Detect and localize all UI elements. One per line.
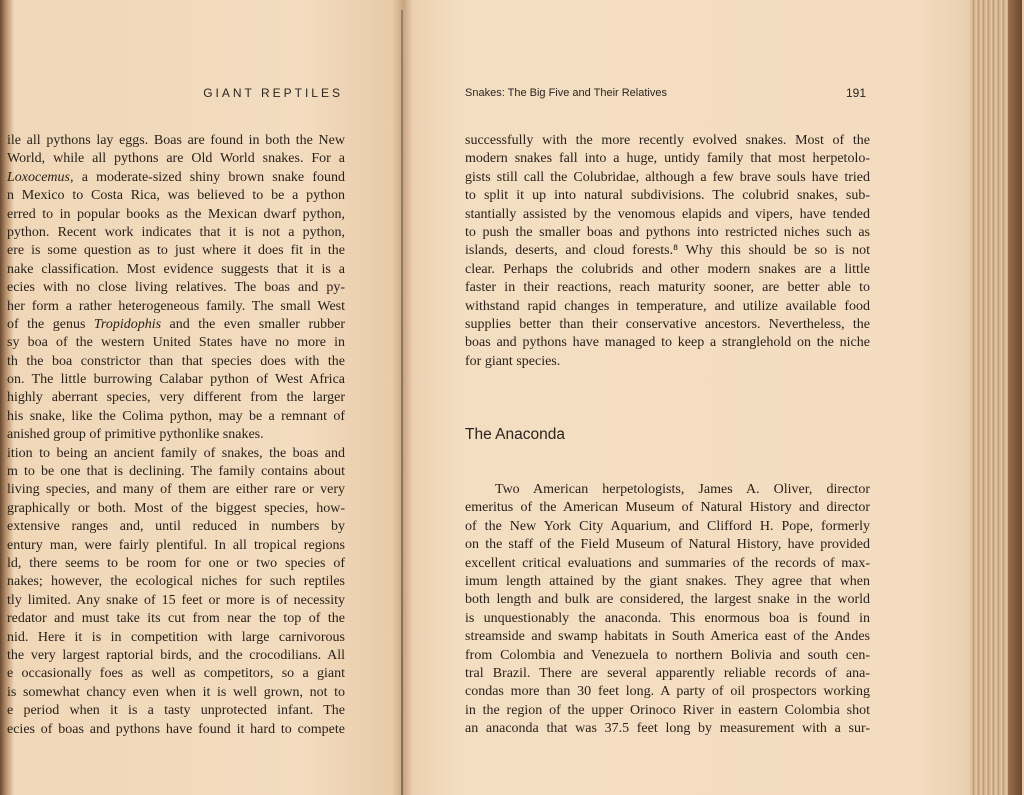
text-line: erred to in popular books as the Mexican dwarf python, bbox=[7, 206, 345, 222]
text-line: condas more than 30 feet long. A party of oil prospectors working bbox=[465, 684, 870, 700]
text-line: sy boa of the western United States have no more in bbox=[7, 335, 345, 351]
text-line: to push the smaller boas and pythons into restricted niches such as bbox=[465, 224, 870, 240]
text-line: m to be one that is declining. The family contains about bbox=[7, 464, 345, 480]
text-line: clear. Perhaps the colubrids and other modern snakes are a little bbox=[465, 261, 870, 277]
italic-term: Tropidophis bbox=[93, 316, 162, 332]
text-line: e occasionally foes as well as competitors, so a giant bbox=[7, 666, 345, 682]
text-line: ile all pythons lay eggs. Boas are found in both the New bbox=[7, 133, 345, 148]
text-line: graphically or both. Most of the biggest species, how- bbox=[7, 500, 345, 516]
text-line: ld, there seems to be room for one or two species of bbox=[7, 555, 345, 571]
text-line: nakes; however, the ecological niches for such reptiles bbox=[7, 574, 345, 590]
section-heading: The Anaconda bbox=[465, 426, 565, 443]
text-line: living species, and many of them are either rare or very bbox=[7, 482, 345, 498]
text-line: modern snakes fall into a huge, untidy family that most herpetolo- bbox=[465, 151, 870, 167]
italic-term: Loxocemus, bbox=[7, 169, 74, 185]
text-line: emeritus of the American Museum of Natural History and director bbox=[465, 500, 870, 516]
text-line: excellent critical evaluations and summaries of the records of max- bbox=[465, 555, 870, 571]
text-line: is unquestionably the anaconda. This enormous boa is found in bbox=[465, 610, 870, 626]
text-line: python. Recent work indicates that it is not a python, bbox=[7, 224, 345, 240]
text-line: for giant species. bbox=[465, 353, 561, 369]
text-line: th the boa constrictor than that species does with the bbox=[7, 353, 345, 369]
page-stack-edge bbox=[970, 0, 1022, 795]
text-line: e period when it is a tasty unprotected infant. The bbox=[7, 703, 345, 719]
right-paragraph-1 bbox=[465, 132, 870, 371]
text-line: withstand rapid changes in temperature, and utilize available food bbox=[465, 298, 870, 314]
text-line: his snake, like the Colima python, may be a remnant of bbox=[7, 408, 345, 424]
text-line: stantially assisted by the venomous elapids and vipers, have tended bbox=[465, 206, 870, 222]
text-line: highly aberrant species, very different from the larger bbox=[7, 390, 345, 406]
text-line: the very largest raptorial birds, and the crocodilians. All bbox=[7, 647, 345, 663]
text-line: in the region of the upper Orinoco River in eastern Colombia shot bbox=[465, 702, 870, 718]
book-cover-edge bbox=[1008, 0, 1022, 795]
text-line: redator and must take its cut from near the top of the bbox=[7, 611, 345, 627]
text-line: faster in their reactions, reach maturity sooner, are better able to bbox=[465, 280, 870, 296]
gutter-fold bbox=[401, 10, 403, 795]
text-line: World, while all pythons are Old World snakes. For a bbox=[7, 151, 345, 167]
text-line: tly limited. Any snake of 15 feet or more is of necessity bbox=[7, 592, 345, 608]
text-line: nid. Here it is in competition with large carnivorous bbox=[7, 629, 345, 645]
text-line: from Colombia and Venezuela to northern Bolivia and south cen- bbox=[465, 647, 870, 663]
text-line: imum length attained by the giant snakes. They agree that when bbox=[465, 573, 870, 589]
running-head-right: Snakes: The Big Five and Their Relatives bbox=[465, 87, 667, 99]
text-line: to split it up into natural subdivisions. The colubrid snakes, sub- bbox=[465, 188, 870, 204]
text-segment: and the even smaller rubber bbox=[161, 316, 345, 332]
text-line: both length and bulk are considered, the largest snake in the world bbox=[465, 592, 870, 608]
text-line: nake classification. Most evidence suggests that it is a bbox=[7, 261, 345, 277]
text-line bbox=[7, 316, 345, 334]
text-line: ecies with no close living relatives. The boas and py- bbox=[7, 280, 345, 296]
text-line: n Mexico to Costa Rica, was believed to be a python bbox=[7, 188, 345, 204]
left-page-text bbox=[7, 132, 345, 739]
text-line bbox=[7, 169, 345, 187]
text-line: of the New York City Aquarium, and Clifford H. Pope, formerly bbox=[465, 518, 870, 534]
text-line: tral Brazil. There are several apparently reliable records of ana- bbox=[465, 665, 870, 681]
text-line: anished group of primitive pythonlike snakes. bbox=[7, 427, 264, 443]
right-paragraph-2 bbox=[465, 481, 870, 738]
text-line: an anaconda that was 37.5 feet long by measurement with a sur- bbox=[465, 721, 870, 737]
text-line: streamside and swamp habitats in South America east of the Andes bbox=[465, 629, 870, 645]
text-line: ecies of boas and pythons have found it hard to compete bbox=[7, 721, 345, 737]
text-line: her form a rather heterogeneous family. The small West bbox=[7, 298, 345, 314]
text-line: ere is some question as to just where it does fit in the bbox=[7, 243, 345, 259]
text-segment: a moderate-sized shiny brown snake found bbox=[73, 169, 345, 185]
text-segment: of the genus bbox=[7, 316, 94, 332]
text-line: gists still call the Colubridae, although a few brave souls have tried bbox=[465, 169, 870, 185]
text-line: extensive ranges and, until reduced in numbers by bbox=[7, 519, 345, 535]
text-line: is somewhat chancy even when it is well grown, not to bbox=[7, 684, 345, 700]
text-line: entury man, were fairly plentiful. In all tropical regions bbox=[7, 537, 345, 553]
text-line: supplies better than their conservative ancestors. Nevertheless, the bbox=[465, 316, 870, 332]
text-line: boas and pythons have managed to keep a stranglehold on the niche bbox=[465, 335, 870, 351]
text-line: Two American herpetologists, James A. Oliver, director bbox=[495, 482, 870, 497]
running-head-left: GIANT REPTILES bbox=[203, 86, 343, 100]
text-line: on. The little burrowing Calabar python of West Africa bbox=[7, 372, 345, 388]
text-line: ition to being an ancient family of snakes, the boas and bbox=[7, 445, 345, 461]
text-line: successfully with the more recently evolved snakes. Most of the bbox=[465, 133, 870, 148]
page-number: 191 bbox=[846, 86, 867, 100]
text-line: islands, deserts, and cloud forests.⁸ Why this should be so is not bbox=[465, 243, 870, 259]
text-line: on the staff of the Field Museum of Natural History, have provided bbox=[465, 537, 870, 553]
